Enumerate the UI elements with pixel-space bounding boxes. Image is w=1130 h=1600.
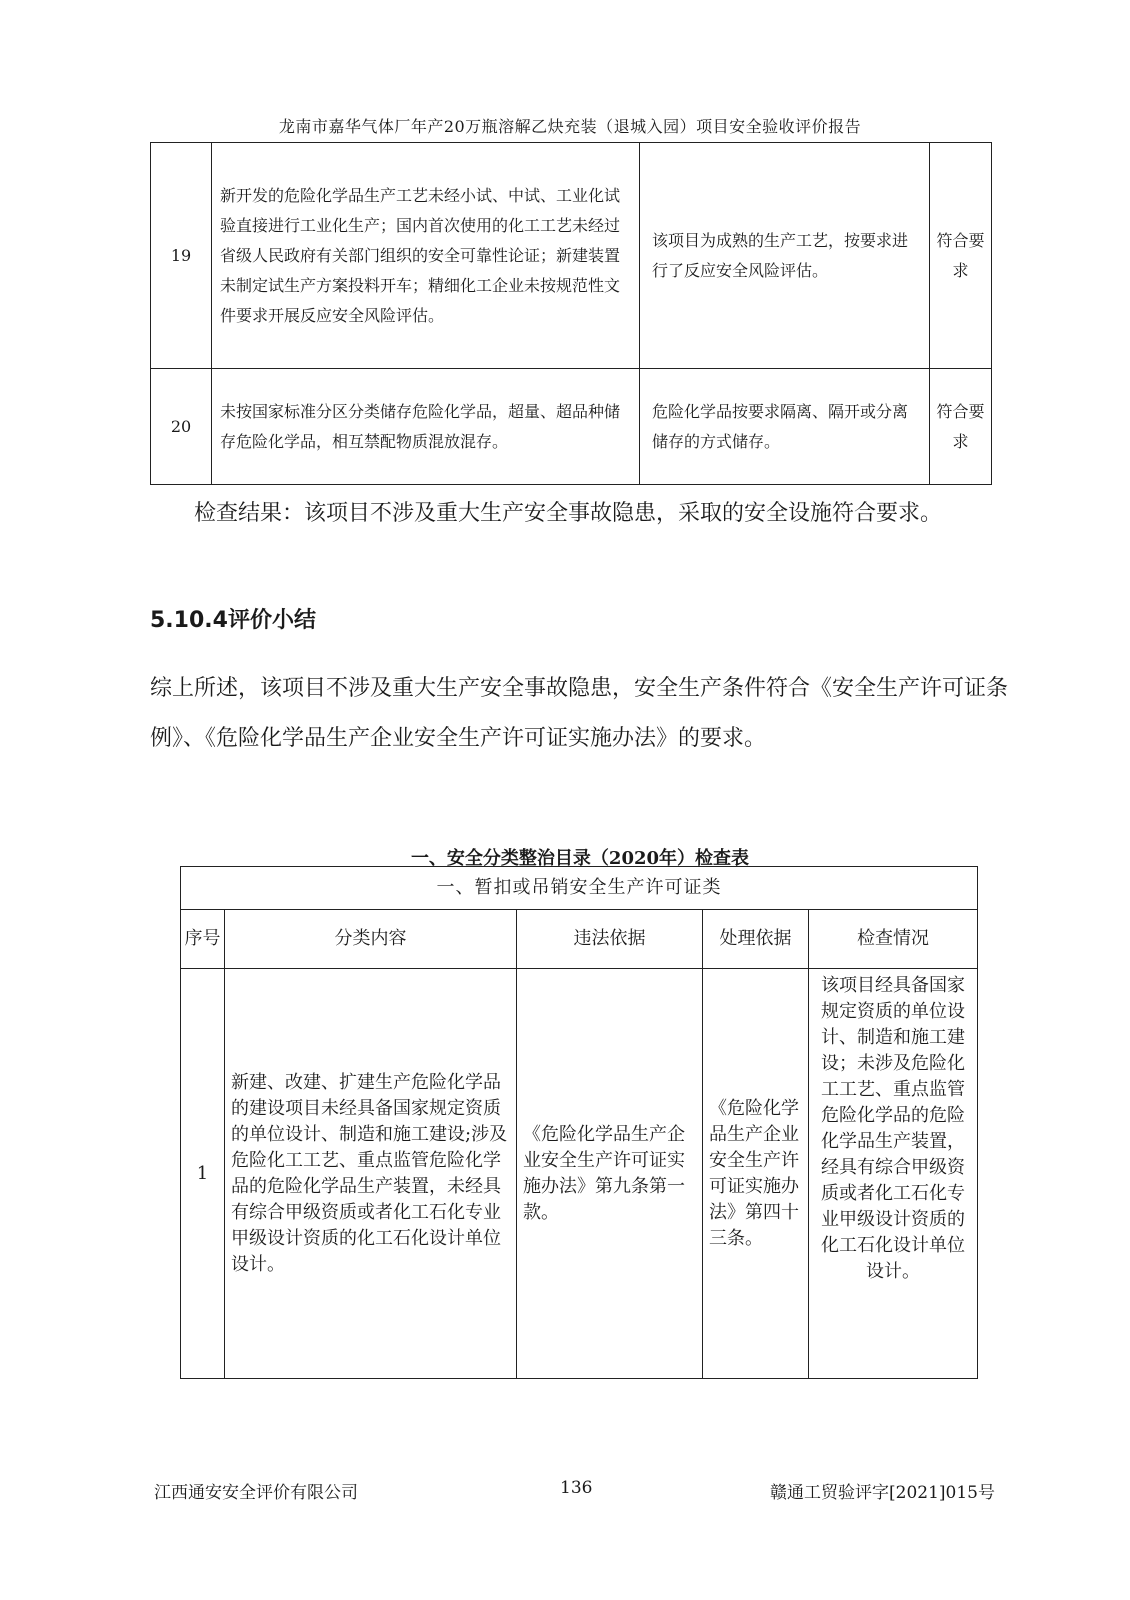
- header-basis: 违法依据: [517, 910, 703, 969]
- row-handling: 《危险化学品生产企业安全生产许可证实施办法》第四十三条。: [703, 969, 809, 1379]
- inspection-table-continued: [150, 142, 992, 485]
- header-seq: 序号: [181, 910, 225, 969]
- checklist-table-title: 一、安全分类整治目录（2020年）检查表: [410, 848, 750, 869]
- table-row: [151, 369, 992, 485]
- checklist-table: [180, 866, 978, 1379]
- row-number: 20: [151, 369, 212, 485]
- row-inspection: 该项目经具备国家规定资质的单位设计、制造和施工建设；未涉及危险化工工艺、重点监管危险化学品的危险化学品生产装置，经具有综合甲级资质或者化工石化专业甲级设计资质的化工石化设计单位设计。: [809, 969, 978, 1379]
- row-result: 符合要求: [930, 369, 992, 485]
- row-basis: 《危险化学品生产企业安全生产许可证实施办法》第九条第一款。: [517, 969, 703, 1379]
- table-row: [151, 143, 992, 369]
- report-header-title: 龙南市嘉华气体厂年产20万瓶溶解乙炔充装（退城入园）项目安全验收评价报告: [278, 117, 862, 136]
- row-content: 新建、改建、扩建生产危险化学品的建设项目未经具备国家规定资质的单位设计、制造和施工建设;涉及危险化工工艺、重点监管危险化学品的危险化学品生产装置，未经具有综合甲级资质或者化工石化专业甲级设计资质的化工石化设计单位设计。: [225, 969, 517, 1379]
- table-row: [181, 969, 978, 1379]
- header-content: 分类内容: [225, 910, 517, 969]
- row-check: 危险化学品按要求隔离、隔开或分离储存的方式储存。: [640, 369, 930, 485]
- row-number: 19: [151, 143, 212, 369]
- category-row: [181, 867, 978, 910]
- check-result-paragraph: 检查结果：该项目不涉及重大生产安全事故隐患，采取的安全设施符合要求。: [194, 501, 943, 526]
- category-label: 一、暂扣或吊销安全生产许可证类: [181, 867, 978, 910]
- header-inspection: 检查情况: [809, 910, 978, 969]
- row-seq: 1: [181, 969, 225, 1379]
- header-row: [181, 910, 978, 969]
- summary-paragraph: 综上所述，该项目不涉及重大生产安全事故隐患，安全生产条件符合《安全生产许可证条例》、《危险化学品生产企业安全生产许可证实施办法》的要求。: [150, 676, 1009, 751]
- footer-report-number: 赣通工贸验评字[2021]015号: [770, 1483, 995, 1503]
- footer-company: 江西通安安全评价有限公司: [154, 1483, 358, 1503]
- row-check: 该项目为成熟的生产工艺，按要求进行了反应安全风险评估。: [640, 143, 930, 369]
- row-content: 新开发的危险化学品生产工艺未经小试、中试、工业化试验直接进行工业化生产；国内首次使用的化工工艺未经过省级人民政府有关部门组织的安全可靠性论证；新建装置未制定试生产方案投料开车；精细化工企业未按规范性文件要求开展反应安全风险评估。: [212, 143, 640, 369]
- row-content: 未按国家标准分区分类储存危险化学品，超量、超品种储存危险化学品，相互禁配物质混放混存。: [212, 369, 640, 485]
- row-result: 符合要求: [930, 143, 992, 369]
- section-title: 5.10.4评价小结: [150, 608, 316, 633]
- header-handling: 处理依据: [703, 910, 809, 969]
- footer-page-number: 136: [560, 1478, 593, 1498]
